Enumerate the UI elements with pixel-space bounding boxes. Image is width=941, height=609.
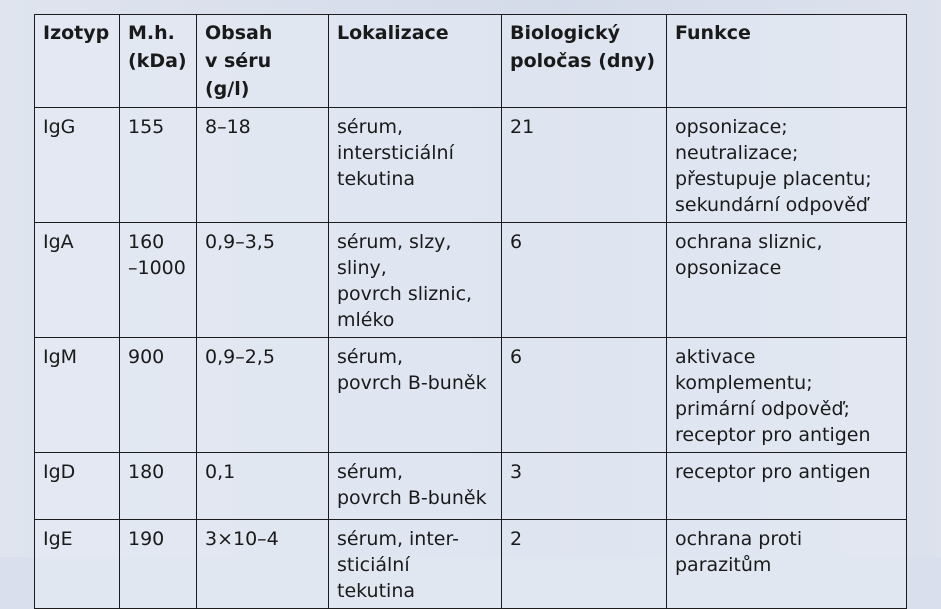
header-izotyp: Izotyp xyxy=(35,15,120,108)
table-row xyxy=(35,520,907,609)
cell-molecular-weight: 190 xyxy=(120,520,197,609)
cell-localization: sérum, slzy, sliny, povrch sliznic, mléko xyxy=(329,223,502,338)
immunoglobulin-table xyxy=(34,14,907,609)
cell-izotyp: IgA xyxy=(35,223,120,338)
cell-localization: sérum, povrch B-buněk xyxy=(329,453,502,520)
header-molecular-weight: M.h. (kDa) xyxy=(120,15,197,108)
cell-serum-content: 3×10–4 xyxy=(197,520,329,609)
table-header-row xyxy=(35,15,907,108)
cell-half-life: 2 xyxy=(502,520,667,609)
table-row xyxy=(35,223,907,338)
header-function: Funkce xyxy=(667,15,907,108)
cell-function: ochrana sliznic, opsonizace xyxy=(667,223,907,338)
table-row xyxy=(35,338,907,453)
cell-izotyp: IgD xyxy=(35,453,120,520)
cell-half-life: 3 xyxy=(502,453,667,520)
cell-serum-content: 8–18 xyxy=(197,108,329,223)
cell-half-life: 6 xyxy=(502,338,667,453)
cell-izotyp: IgM xyxy=(35,338,120,453)
cell-molecular-weight: 900 xyxy=(120,338,197,453)
cell-molecular-weight: 160 –1000 xyxy=(120,223,197,338)
cell-serum-content: 0,9–3,5 xyxy=(197,223,329,338)
table-row xyxy=(35,453,907,520)
cell-function: aktivace komplementu; primární odpověď; receptor pro antigen xyxy=(667,338,907,453)
cell-serum-content: 0,9–2,5 xyxy=(197,338,329,453)
table-row xyxy=(35,108,907,223)
cell-serum-content: 0,1 xyxy=(197,453,329,520)
cell-localization: sérum, inter- sticiální tekutina xyxy=(329,520,502,609)
cell-half-life: 21 xyxy=(502,108,667,223)
cell-molecular-weight: 180 xyxy=(120,453,197,520)
header-localization: Lokalizace xyxy=(329,15,502,108)
cell-function: ochrana proti parazitům xyxy=(667,520,907,609)
cell-izotyp: IgE xyxy=(35,520,120,609)
cell-function: receptor pro antigen xyxy=(667,453,907,520)
header-serum-content: Obsah v séru (g/l) xyxy=(197,15,329,108)
cell-localization: sérum, povrch B-buněk xyxy=(329,338,502,453)
cell-localization: sérum, intersticiální tekutina xyxy=(329,108,502,223)
cell-izotyp: IgG xyxy=(35,108,120,223)
cell-molecular-weight: 155 xyxy=(120,108,197,223)
cell-function: opsonizace; neutralizace; přestupuje placentu; sekundární odpověď xyxy=(667,108,907,223)
cell-half-life: 6 xyxy=(502,223,667,338)
header-half-life: Biologický poločas (dny) xyxy=(502,15,667,108)
